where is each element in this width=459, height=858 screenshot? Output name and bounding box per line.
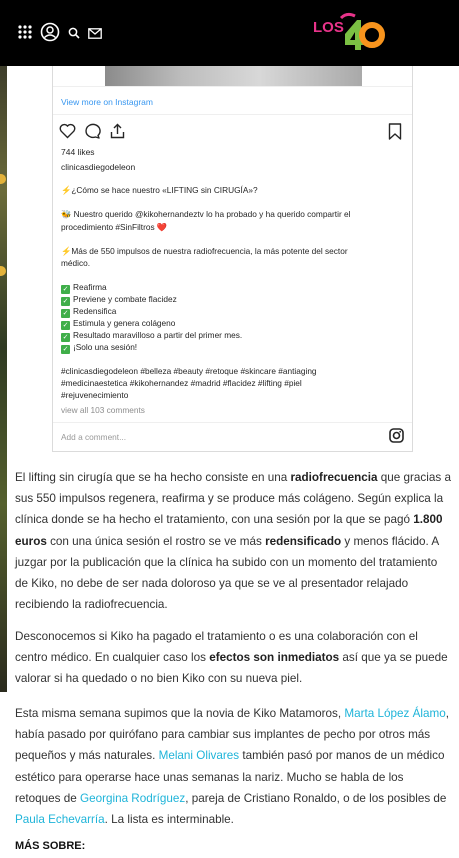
divider: [53, 86, 412, 87]
link-georgina-rodriguez[interactable]: Georgina Rodríguez: [79, 791, 186, 805]
check-item-label: Estimula y genera colágeno: [73, 318, 176, 328]
text-run: Esta misma semana supimos que la novia de Kiko Matamoros,: [15, 707, 345, 720]
hashtags-line: #clinicasdiegodeleon #belleza #beauty #retoque #skincare #antiaging: [61, 366, 317, 376]
side-decoration: [0, 174, 6, 184]
text-run: El lifting sin cirugía que se ha hecho consiste en una: [15, 471, 291, 484]
text-run: que gracias a sus 550 impulsos regenera, reafirma y se produce más colágeno. Según explica la clínica donde se ha hecho el tratamiento, con una sesión por la que se pagó: [15, 471, 451, 527]
check-item-label: ¡Solo una sesión!: [73, 342, 138, 352]
check-item: [61, 306, 116, 318]
share-icon[interactable]: [109, 123, 126, 144]
mail-icon[interactable]: [88, 26, 102, 44]
caption-line: médico.: [61, 258, 91, 268]
text-run: también pasó por manos de un médico estético para operarse hace unas semanas la nariz. Mucho se habla de los retoques de: [15, 749, 445, 805]
check-item-label: Reafirma: [73, 282, 107, 292]
checkmark-icon: ✓: [62, 322, 69, 329]
add-comment-input[interactable]: Add a comment...: [61, 432, 127, 442]
link-paula-echevarria[interactable]: Paula Echevarría: [15, 813, 105, 827]
caption-line: ⚡️¿Cómo se hace nuestro «LIFTING sin CIRUGÍA»?: [61, 185, 258, 195]
text-run: , había pasado por quirófano para cambiar sus implantes de pecho por otros más pequeños y más naturales.: [15, 707, 449, 763]
likes-count: 744 likes: [61, 147, 95, 157]
checkmark-icon: ✓: [62, 346, 69, 353]
user-icon[interactable]: [40, 22, 60, 47]
bookmark-icon[interactable]: [388, 123, 402, 145]
instagram-username[interactable]: clinicasdiegodeleon: [61, 162, 136, 172]
more-about-heading: MÁS SOBRE:: [15, 840, 86, 852]
heart-icon[interactable]: [59, 123, 76, 144]
site-header: [0, 0, 459, 66]
check-item: [61, 282, 107, 294]
instagram-post-image[interactable]: [105, 66, 362, 86]
text-run: y menos flácido. A juzgar por la publicación que la clínica ha subido con un momento del tratamiento de Kiko, no debe de ser nada doloroso ya que se ve al presentador relajado recibiendo la radiofrecuencia.: [15, 534, 439, 612]
bold-text: redensificado: [265, 534, 342, 548]
instagram-logo-icon[interactable]: [389, 428, 404, 448]
caption-line: 🐝 Nuestro querido @kikohernandeztv lo ha probado y ha querido compartir el: [61, 209, 351, 219]
text-run: con una única sesión el rostro se ve más: [46, 534, 266, 548]
link-marta-lopez-alamo[interactable]: Marta López Álamo: [344, 707, 446, 720]
article-paragraph: [15, 703, 451, 830]
side-background-strip: [0, 66, 7, 692]
bold-text: 1.800 euros: [15, 513, 443, 548]
comment-icon[interactable]: [84, 123, 101, 144]
check-item: [61, 342, 137, 354]
hashtags-line: #medicinaestetica #kikohernandez #madrid #flacidez #lifting #piel: [61, 378, 302, 388]
side-decoration: [0, 266, 6, 276]
grid-menu-icon[interactable]: [18, 25, 32, 44]
divider: [53, 114, 412, 115]
text-run: Desconocemos si Kiko ha pagado el tratamiento o es una colaboración con el centro médico. En cualquier caso los: [15, 630, 418, 665]
instagram-embed: [52, 66, 413, 452]
view-more-on-instagram-link[interactable]: View more on Instagram: [61, 97, 153, 107]
checkmark-icon: ✓: [62, 334, 69, 341]
bold-text: radiofrecuencia: [290, 471, 378, 484]
checkmark-icon: ✓: [62, 298, 69, 305]
los40-logo[interactable]: [311, 10, 385, 56]
caption-line: ⚡️Más de 550 impulsos de nuestra radiofrecuencia, la más potente del sector: [61, 246, 348, 256]
article-paragraph: [15, 626, 451, 690]
view-all-comments-link[interactable]: view all 103 comments: [61, 405, 145, 415]
search-icon[interactable]: [68, 26, 80, 44]
check-item-label: Redensifica: [73, 306, 117, 316]
header-icons: [18, 22, 102, 47]
text-run: , pareja de Cristiano Ronaldo, o de los posibles de: [185, 791, 447, 805]
check-item-label: Previene y combate flacidez: [73, 294, 177, 304]
text-run: . La lista es interminable.: [104, 813, 234, 827]
text-run: así que ya se puede valorar si ha quedado o no bien Kiko con su nueva piel.: [15, 651, 448, 686]
divider: [53, 422, 412, 423]
hashtags-line: #rejuvenecimiento: [61, 390, 129, 400]
check-item-label: Resultado maravilloso a partir del primer mes.: [73, 330, 243, 340]
instagram-actions: [59, 123, 126, 144]
caption-line: procedimiento #SinFiltros ❤️: [61, 222, 168, 232]
check-item: [61, 330, 242, 342]
bold-text: efectos son inmediatos: [209, 651, 340, 665]
check-item: [61, 294, 177, 306]
svg-text:LOS: LOS: [313, 19, 344, 36]
checkmark-icon: ✓: [62, 286, 69, 293]
check-item: [61, 318, 175, 330]
link-melani-olivares[interactable]: Melani Olivares: [158, 749, 240, 763]
article-paragraph: [15, 467, 451, 615]
checkmark-icon: ✓: [62, 310, 69, 317]
